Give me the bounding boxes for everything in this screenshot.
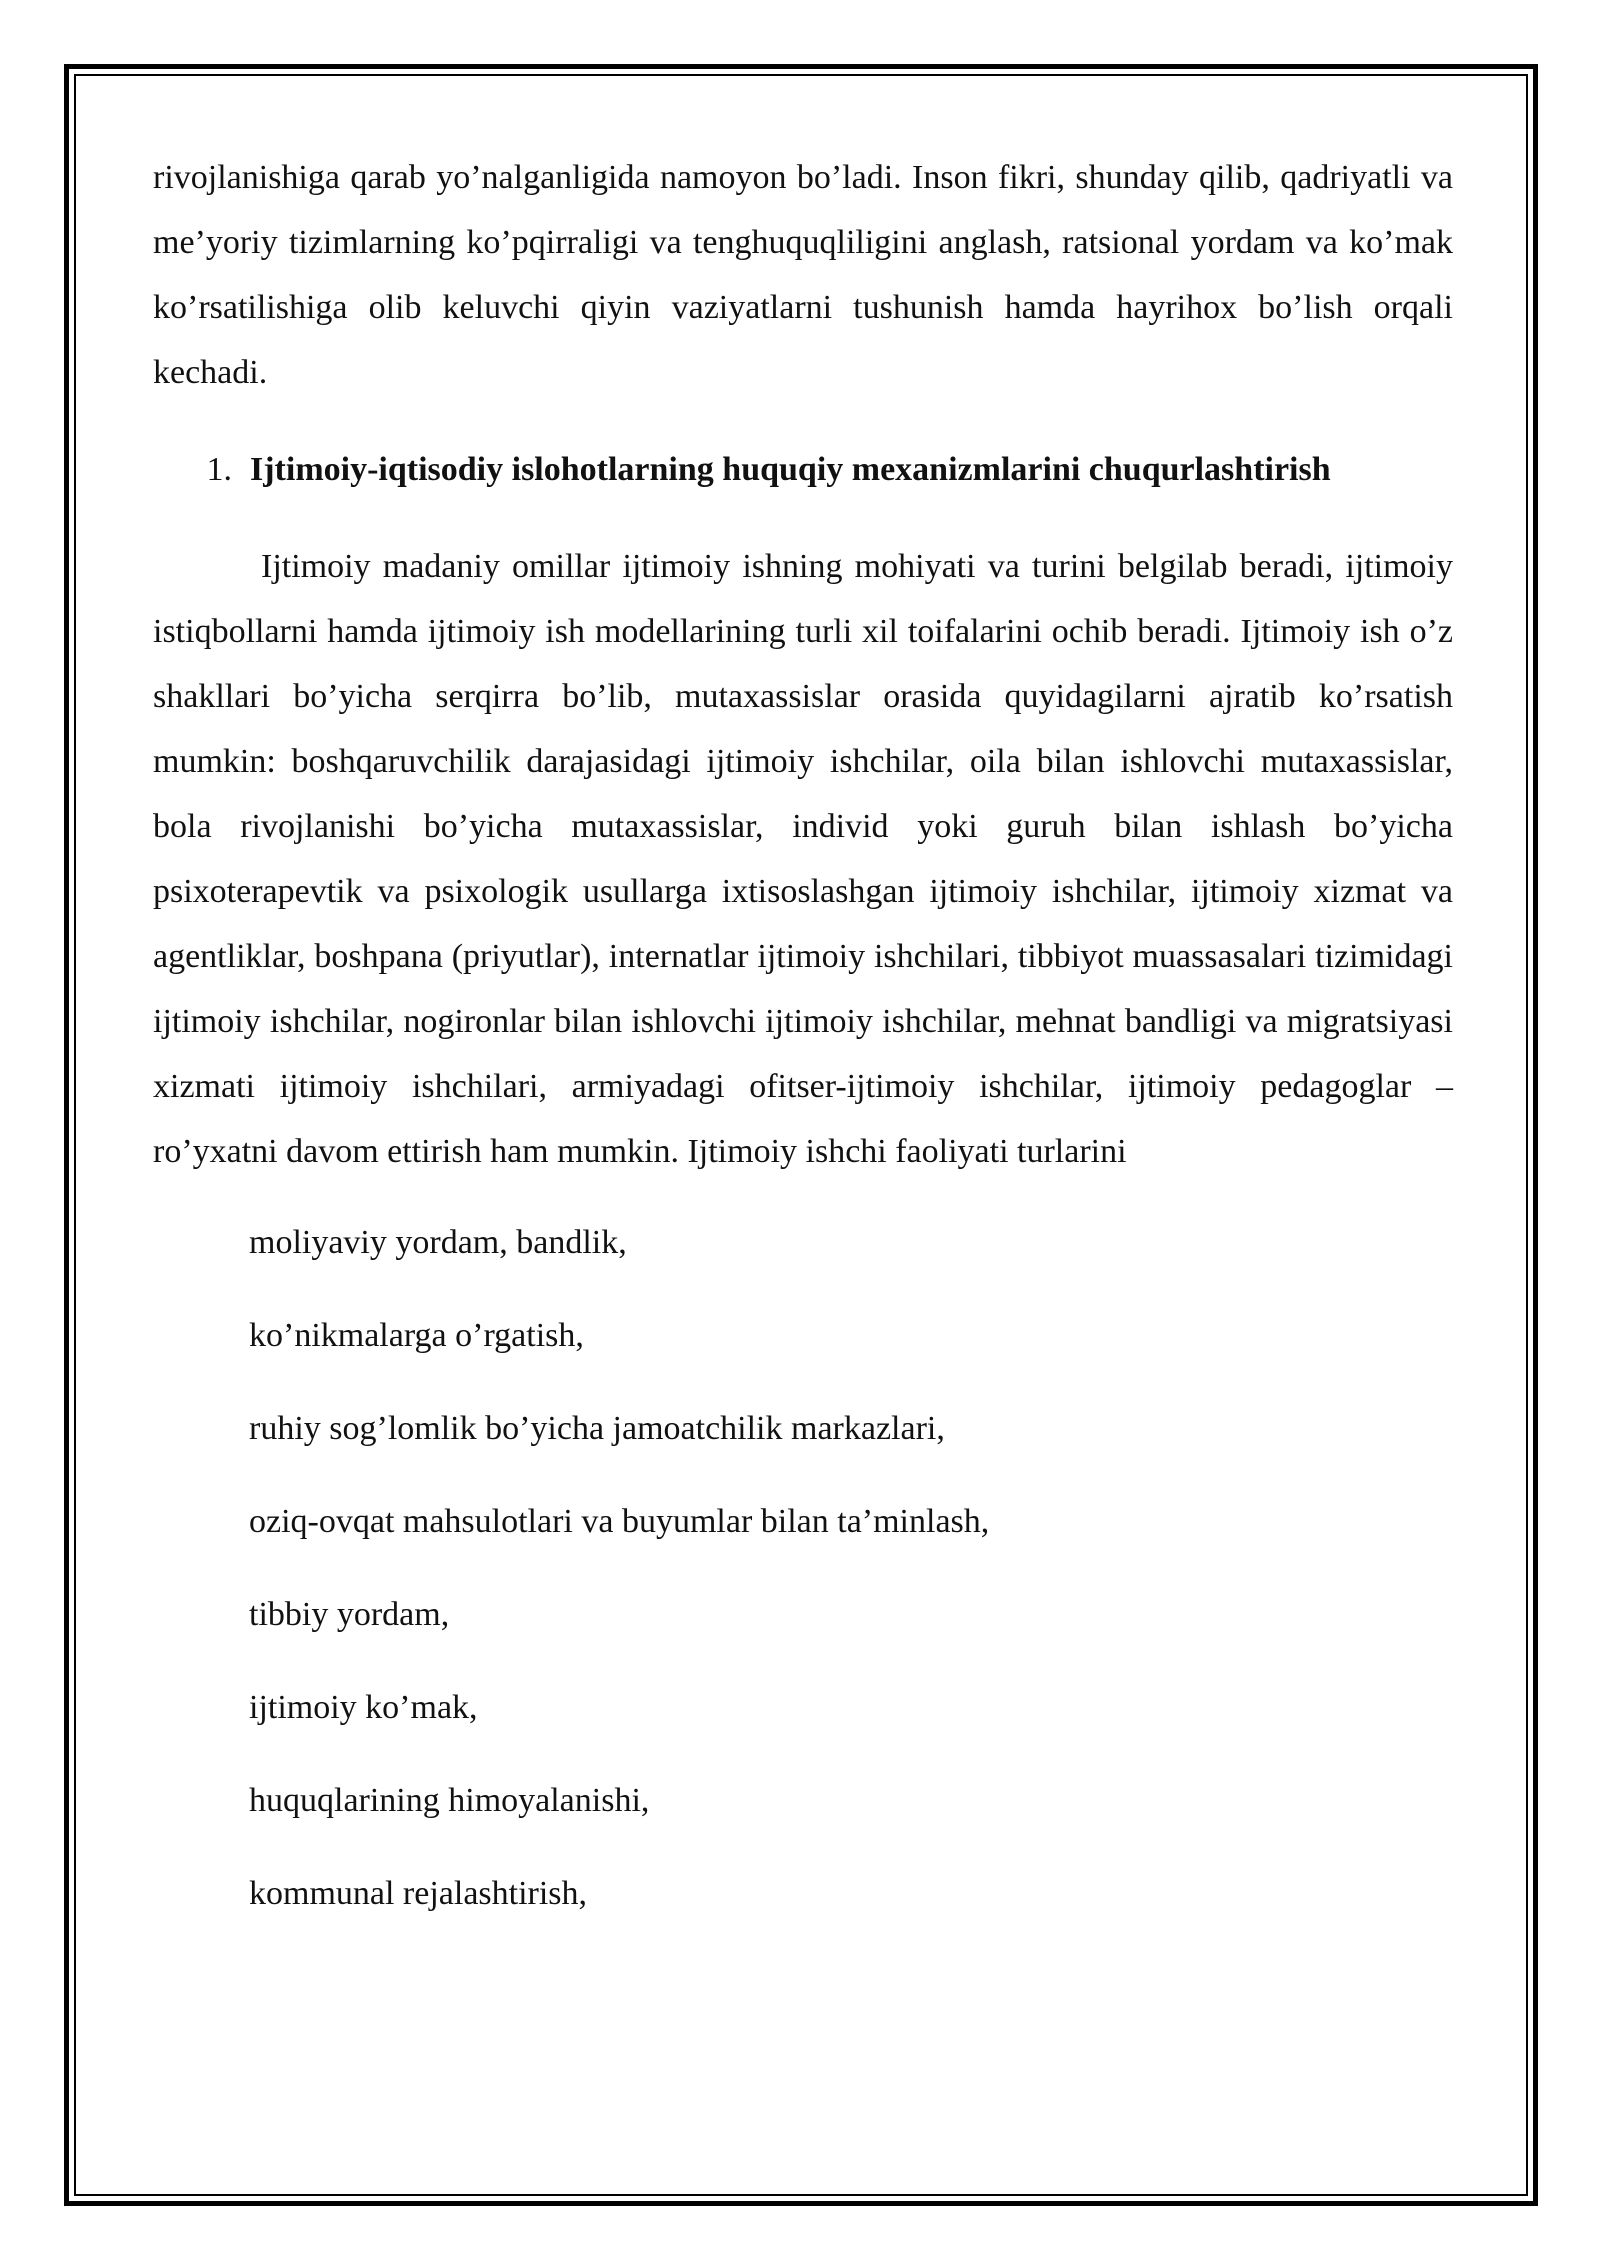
list-item: ijtimoiy ko’mak, xyxy=(249,1689,478,1726)
page-content xyxy=(153,145,1453,1940)
activity-list xyxy=(153,1196,1453,1940)
body-paragraph: Ijtimoiy madaniy omillar ijtimoiy ishning mohiyati va turini belgilab beradi, ijtimoiy istiqbollarni hamda ijtimoiy ish modellarining turli xil toifalarini ochib beradi. Ijtimoiy ish o’z shakllari bo’yicha serqirra bo’lib, mutaxassislar orasida quyidagilarni ajratib ko’rsatish mumkin: boshqaruvchilik darajasidagi ijtimoiy ishchilar, oila bilan ishlovchi mutaxassislar, bola rivojlanishi bo’yicha mutaxassislar, individ yoki guruh bilan ishlash bo’yicha psixoterapevtik va psixologik usullarga ixtisoslashgan ijtimoiy ishchilar, ijtimoiy xizmat va agentliklar, boshpana (priyutlar), internatlar ijtimoiy ishchilari, tibbiyot muassasalari tizimidagi ijtimoiy ishchilar, nogironlar bilan ishlovchi ijtimoiy ishchilar, mehnat bandligi va migratsiyasi xizmati ijtimoiy ishchilari, armiyadagi ofitser-ijtimoiy ishchilar, ijtimoiy pedagoglar – ro’yxatni davom ettirish ham mumkin. Ijtimoiy ishchi faoliyati turlarini xyxy=(153,548,1453,1170)
list-item: kommunal rejalashtirish, xyxy=(249,1875,588,1912)
intro-paragraph: rivojlanishiga qarab yo’nalganligida namoyon bo’ladi. Inson fikri, shunday qilib, qadriyatli va me’yoriy tizimlarning ko’pqirraligi va tenghuquqliligini anglash, ratsional yordam va ko’mak ko’rsatilishiga olib keluvchi qiyin vaziyatlarni tushunish hamda hayrihox bo’lish orqali kechadi. xyxy=(153,159,1453,391)
list-item: moliyaviy yordam, bandlik, xyxy=(249,1224,627,1261)
list-item: oziq-ovqat mahsulotlari va buyumlar bilan ta’minlash, xyxy=(249,1503,990,1540)
section-title: Ijtimoiy-iqtisodiy islohotlarning huquqiy mexanizmlarini chuqurlashtirish xyxy=(250,451,1331,488)
list-item: huquqlarining himoyalanishi, xyxy=(249,1782,650,1819)
list-item: ko’nikmalarga o’rgatish, xyxy=(249,1317,584,1354)
list-item: ruhiy sog’lomlik bo’yicha jamoatchilik markazlari, xyxy=(249,1410,945,1447)
section-number: 1. xyxy=(206,451,232,488)
section-heading xyxy=(153,437,1453,502)
list-item: tibbiy yordam, xyxy=(249,1596,450,1633)
